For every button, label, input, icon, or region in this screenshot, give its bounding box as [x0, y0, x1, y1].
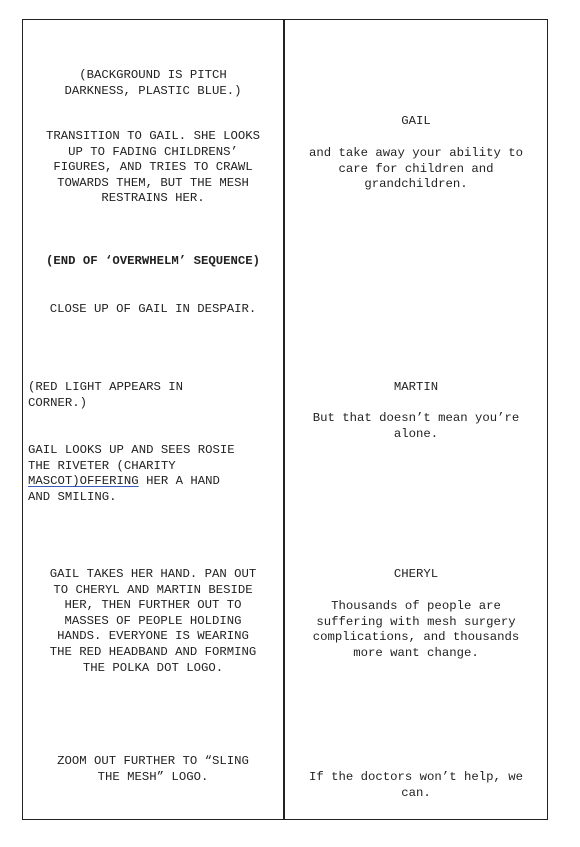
dialogue-cheryl: Thousands of people are suffering with mesh surgery complications, and thousands more want change.: [312, 599, 520, 660]
spellcheck-underlined-text: MASCOT)OFFERING: [28, 474, 139, 489]
stage-direction-background: (BACKGROUND IS PITCH DARKNESS, PLASTIC BLUE.): [64, 68, 242, 98]
stage-direction-rosie: [28, 443, 278, 505]
rosie-line-3-rest: HER A HAND: [138, 474, 220, 489]
speaker-gail: GAIL: [401, 114, 431, 128]
dialogue-closing: If the doctors won’t help, we can.: [308, 770, 523, 800]
sequence-end-heading: (END OF ‘OVERWHELM’ SEQUENCE): [45, 254, 260, 268]
column-divider: [283, 19, 285, 820]
stage-direction-zoom-out: ZOOM OUT FURTHER TO “SLING THE MESH” LOGO.: [57, 754, 249, 784]
stage-direction-closeup: CLOSE UP OF GAIL IN DESPAIR.: [49, 302, 257, 316]
stage-direction-transition: TRANSITION TO GAIL. SHE LOOKS UP TO FADING CHILDRENS’ FIGURES, AND TRIES TO CRAWL TOWARDS THEM, BUT THE MESH RESTRAINS HER.: [45, 129, 260, 206]
rosie-line-4: AND SMILING.: [28, 489, 117, 504]
dialogue-martin: But that doesn’t mean you’re alone.: [312, 411, 520, 441]
rosie-line-1: GAIL LOOKS UP AND SEES ROSIE: [28, 443, 235, 457]
dialogue-gail: and take away your ability to care for children and grandchildren.: [308, 146, 523, 192]
rosie-line-2: THE RIVETER (CHARITY: [28, 458, 176, 473]
speaker-martin: MARTIN: [393, 380, 439, 394]
rosie-line-3: [28, 474, 278, 490]
stage-direction-red-light: (RED LIGHT APPEARS IN CORNER.): [28, 380, 183, 410]
stage-direction-pan-out: GAIL TAKES HER HAND. PAN OUT TO CHERYL AND MARTIN BESIDE HER, THEN FURTHER OUT TO MASSES OF PEOPLE HOLDING HANDS. EVERYONE IS WEARING THE RED HEADBAND AND FORMING THE POLKA DOT LOGO.: [49, 567, 257, 675]
speaker-cheryl: CHERYL: [393, 567, 439, 581]
